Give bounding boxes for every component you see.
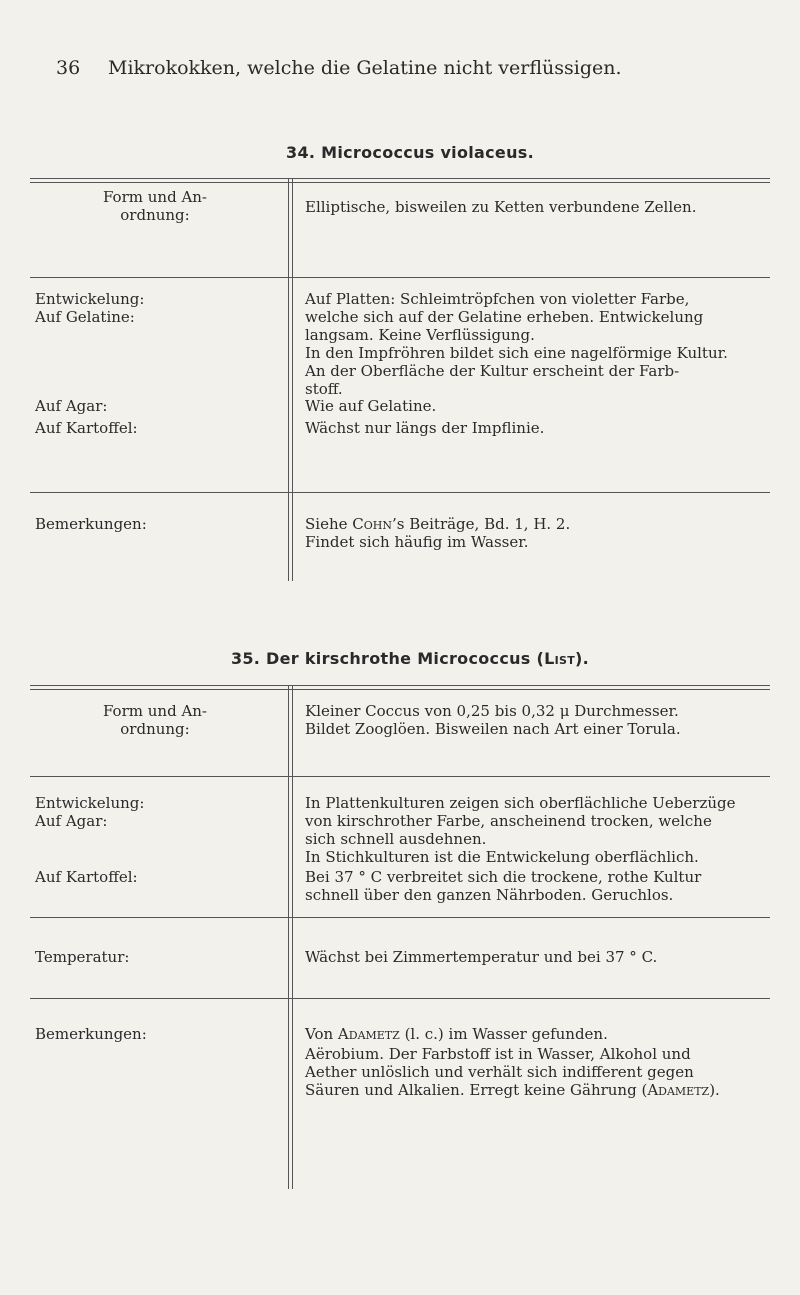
text-cell bbox=[288, 777, 771, 917]
text-cell bbox=[288, 918, 771, 998]
row-text: schnell über den ganzen Nährboden. Geruchlos. bbox=[305, 886, 674, 904]
row-label: Form und An- bbox=[102, 188, 208, 206]
row-label: Form und An- bbox=[102, 702, 208, 720]
row-text: Auf Platten: Schleimtröpfchen von violetter Farbe, bbox=[305, 290, 690, 308]
section-title-34: 34. Micrococcus violaceus. bbox=[286, 143, 534, 162]
text-run: Von bbox=[305, 1025, 338, 1043]
label-cell bbox=[30, 493, 282, 581]
author-name: List bbox=[544, 649, 576, 668]
table-row bbox=[30, 179, 770, 277]
row-label: ordnung: bbox=[120, 720, 190, 738]
row-text: Wächst nur längs der Impflinie. bbox=[305, 419, 545, 437]
row-label: Auf Kartoffel: bbox=[35, 868, 138, 886]
table-row bbox=[30, 277, 770, 492]
row-text: In Plattenkulturen zeigen sich oberflächliche Ueberzüge bbox=[305, 794, 736, 812]
row-text: Aether unlöslich und verhält sich indifferent gegen bbox=[305, 1063, 694, 1081]
row-text: Findet sich häufig im Wasser. bbox=[305, 533, 529, 551]
table-row bbox=[30, 686, 770, 776]
row-label: Auf Agar: bbox=[35, 812, 108, 830]
text-run: ). bbox=[709, 1081, 720, 1099]
text-run: ’s Beiträge, Bd. 1, H. 2. bbox=[391, 515, 571, 533]
table-row bbox=[30, 998, 770, 1189]
text-cell bbox=[288, 686, 771, 776]
author-name: Adametz bbox=[647, 1081, 710, 1099]
table-row bbox=[30, 776, 770, 917]
row-text: Bei 37 ° C verbreitet sich die trockene, rothe Kultur bbox=[305, 868, 702, 886]
label-cell bbox=[30, 918, 282, 998]
row-text: Wie auf Gelatine. bbox=[305, 397, 437, 415]
row-text bbox=[305, 516, 767, 533]
row-text: Kleiner Coccus von 0,25 bis 0,32 μ Durchmesser. bbox=[305, 702, 679, 720]
row-text: An der Oberfläche der Kultur erscheint der Farb- bbox=[305, 362, 680, 380]
label-cell bbox=[30, 278, 282, 492]
text-cell bbox=[288, 179, 771, 277]
section-title-35 bbox=[60, 649, 760, 668]
table-34 bbox=[30, 178, 770, 581]
row-text: stoff. bbox=[305, 380, 343, 398]
text-cell bbox=[288, 278, 771, 492]
row-label: Auf Kartoffel: bbox=[35, 419, 138, 437]
text-cell bbox=[288, 493, 771, 581]
row-text: Bildet Zooglöen. Bisweilen nach Art einer Torula. bbox=[305, 720, 681, 738]
text-cell bbox=[288, 999, 771, 1189]
row-text: welche sich auf der Gelatine erheben. Entwickelung bbox=[305, 308, 704, 326]
row-text: von kirschrother Farbe, anscheinend trocken, welche bbox=[305, 812, 712, 830]
running-head bbox=[56, 56, 768, 80]
title-run: 35. Der kirschrothe Micrococcus ( bbox=[230, 649, 545, 668]
running-title: Mikrokokken, welche die Gelatine nicht verflüssigen. bbox=[108, 57, 622, 79]
row-label: Entwickelung: bbox=[35, 794, 145, 812]
row-text: Wächst bei Zimmertemperatur und bei 37 ° C. bbox=[305, 948, 658, 966]
author-name: Adametz bbox=[337, 1025, 400, 1043]
row-text: Aërobium. Der Farbstoff ist in Wasser, Alkohol und bbox=[305, 1045, 691, 1063]
text-run: Säuren und Alkalien. Erregt keine Gährung ( bbox=[305, 1081, 648, 1099]
table-row bbox=[30, 917, 770, 998]
table-row bbox=[30, 492, 770, 581]
label-cell bbox=[30, 179, 282, 277]
row-text bbox=[305, 1026, 767, 1043]
row-label: Bemerkungen: bbox=[35, 1025, 147, 1043]
label-cell bbox=[30, 999, 282, 1189]
row-text: langsam. Keine Verflüssigung. bbox=[305, 326, 535, 344]
row-label: Auf Agar: bbox=[35, 397, 108, 415]
row-label: ordnung: bbox=[120, 206, 190, 224]
row-text bbox=[305, 1082, 767, 1099]
page-number: 36 bbox=[56, 57, 81, 79]
title-run: ). bbox=[575, 649, 590, 668]
row-label: Bemerkungen: bbox=[35, 515, 147, 533]
label-cell bbox=[30, 777, 282, 917]
row-text: In Stichkulturen ist die Entwickelung oberflächlich. bbox=[305, 848, 699, 866]
label-cell bbox=[30, 686, 282, 776]
text-run: Siehe bbox=[305, 515, 353, 533]
row-label: Entwickelung: bbox=[35, 290, 145, 308]
row-label: Auf Gelatine: bbox=[35, 308, 135, 326]
row-text: sich schnell ausdehnen. bbox=[305, 830, 487, 848]
row-text: Elliptische, bisweilen zu Ketten verbundene Zellen. bbox=[305, 198, 697, 216]
text-run: (l. c.) im Wasser gefunden. bbox=[399, 1025, 608, 1043]
row-label: Temperatur: bbox=[35, 948, 130, 966]
row-text: In den Impfröhren bildet sich eine nagelförmige Kultur. bbox=[305, 344, 728, 362]
author-name: Cohn bbox=[352, 515, 392, 533]
table-35 bbox=[30, 685, 770, 1189]
